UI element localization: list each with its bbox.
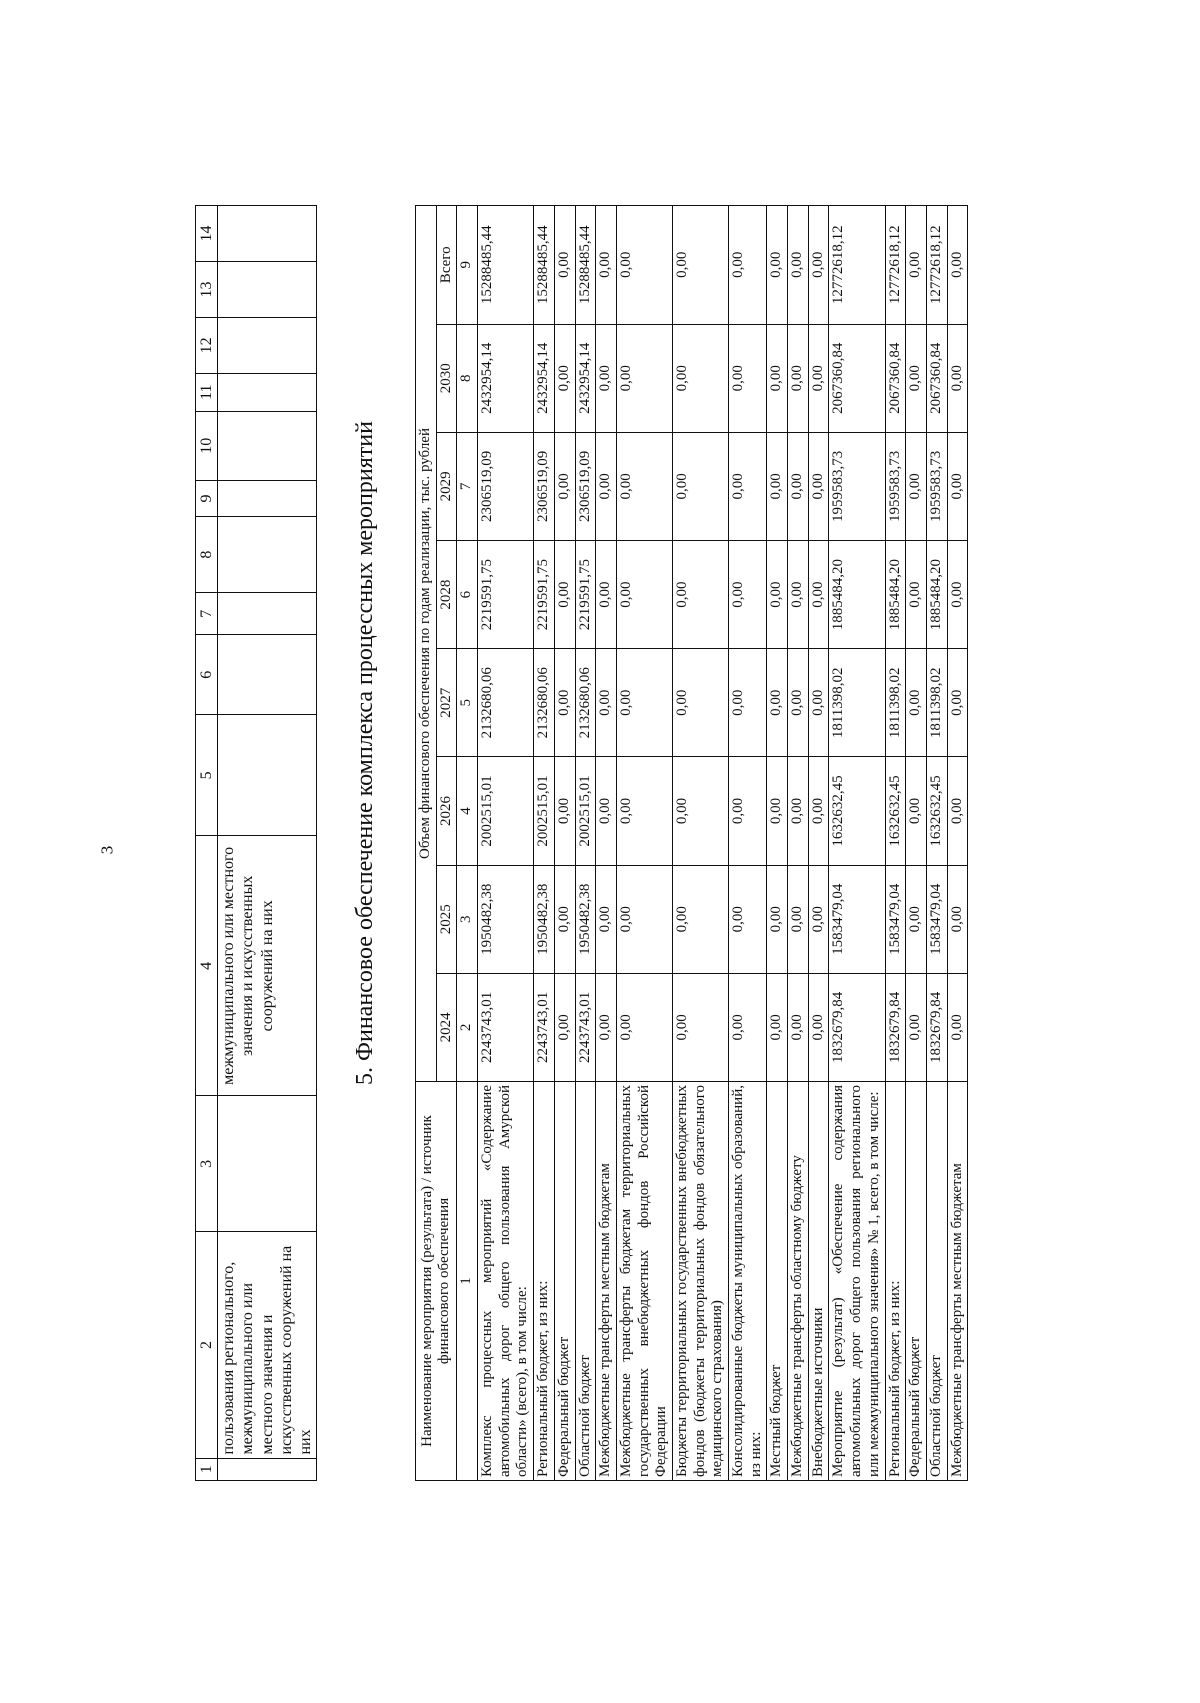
row-value: 2432954,14 xyxy=(478,324,534,432)
row-value: 0,00 xyxy=(767,757,788,865)
row-value: 0,00 xyxy=(616,206,672,325)
top-table-header-row xyxy=(196,206,218,1481)
row-value: 0,00 xyxy=(596,973,617,1081)
top-col-header: 13 xyxy=(196,262,218,318)
top-col-header: 5 xyxy=(196,715,218,836)
table-row xyxy=(575,206,596,1481)
row-name: Мероприятие (результат) «Обеспечение содержания автомобильных дорог общего пользования регионального или межмуниципального значения» № 1, всего, в том числе: xyxy=(829,1082,885,1481)
row-value: 0,00 xyxy=(788,865,809,973)
fin-column-number: 5 xyxy=(457,649,478,757)
fin-header-name: Наименование мероприятия (результата) / источник финансового обеспечения xyxy=(416,1082,457,1481)
row-value: 0,00 xyxy=(906,432,927,540)
table-row xyxy=(808,206,829,1481)
row-value: 1950482,38 xyxy=(575,865,596,973)
row-value: 0,00 xyxy=(808,206,829,325)
fin-header-colnum-row xyxy=(457,206,478,1481)
top-col-header: 12 xyxy=(196,317,218,373)
row-value: 0,00 xyxy=(947,865,968,973)
row-value: 0,00 xyxy=(616,649,672,757)
row-value: 2306519,09 xyxy=(478,432,534,540)
row-name: Комплекс процессных мероприятий «Содержание автомобильных дорог общего пользования Амурской области» (всего), в том числе: xyxy=(478,1082,534,1481)
table-row xyxy=(534,206,555,1481)
row-value: 1885484,20 xyxy=(829,540,885,648)
row-value: 0,00 xyxy=(672,324,728,432)
row-value: 0,00 xyxy=(616,973,672,1081)
row-value: 0,00 xyxy=(808,324,829,432)
fin-column-number: 1 xyxy=(457,1082,478,1481)
row-value: 2243743,01 xyxy=(478,973,534,1081)
fin-column-number: 9 xyxy=(457,206,478,325)
row-name: Областной бюджет xyxy=(575,1082,596,1481)
row-value: 2432954,14 xyxy=(575,324,596,432)
fin-year-header: 2030 xyxy=(436,324,457,432)
row-value: 1632632,45 xyxy=(885,757,906,865)
table-row xyxy=(729,206,767,1481)
row-value: 0,00 xyxy=(947,973,968,1081)
row-value: 2067360,84 xyxy=(829,324,885,432)
row-value: 2219591,75 xyxy=(575,540,596,648)
fin-column-number: 4 xyxy=(457,757,478,865)
row-value: 0,00 xyxy=(808,432,829,540)
fin-column-number: 2 xyxy=(457,973,478,1081)
row-value: 0,00 xyxy=(767,865,788,973)
table-row xyxy=(672,206,728,1481)
row-value: 0,00 xyxy=(947,757,968,865)
row-value: 2132680,06 xyxy=(575,649,596,757)
fin-header-row-1 xyxy=(416,206,437,1481)
row-value: 0,00 xyxy=(554,973,575,1081)
row-value: 1832679,84 xyxy=(829,973,885,1081)
row-value: 1959583,73 xyxy=(885,432,906,540)
row-value: 0,00 xyxy=(554,865,575,973)
row-value: 0,00 xyxy=(808,649,829,757)
row-value: 1832679,84 xyxy=(926,973,947,1081)
row-value: 0,00 xyxy=(596,757,617,865)
top-col2-text: пользования регионального, межмуниципального или местного значения и искусственных сооружений на них xyxy=(218,1232,317,1458)
fin-column-number: 7 xyxy=(457,432,478,540)
row-value: 0,00 xyxy=(906,649,927,757)
row-value: 0,00 xyxy=(554,540,575,648)
fin-header-volume: Объем финансового обеспечения по годам реализации, тыс. рублей xyxy=(416,206,437,1082)
row-value: 0,00 xyxy=(616,432,672,540)
top-col-header: 2 xyxy=(196,1232,218,1458)
row-value: 2132680,06 xyxy=(478,649,534,757)
row-value: 0,00 xyxy=(906,757,927,865)
top-col-header: 11 xyxy=(196,373,218,411)
row-value: 0,00 xyxy=(616,540,672,648)
row-value: 1959583,73 xyxy=(926,432,947,540)
row-value: 0,00 xyxy=(729,649,767,757)
row-value: 1583479,04 xyxy=(885,865,906,973)
table-row xyxy=(926,206,947,1481)
row-value: 1811398,02 xyxy=(885,649,906,757)
fin-column-number: 8 xyxy=(457,324,478,432)
row-value: 2432954,14 xyxy=(534,324,555,432)
row-value: 2306519,09 xyxy=(575,432,596,540)
row-value: 0,00 xyxy=(767,649,788,757)
row-value: 0,00 xyxy=(616,324,672,432)
table-row xyxy=(767,206,788,1481)
row-value: 0,00 xyxy=(554,757,575,865)
fin-column-number: 3 xyxy=(457,865,478,973)
row-value: 1950482,38 xyxy=(478,865,534,973)
row-value: 0,00 xyxy=(729,206,767,325)
row-value: 0,00 xyxy=(596,206,617,325)
row-value: 1832679,84 xyxy=(885,973,906,1081)
top-col4-text: межмуниципального или местного значения и искусственных сооружений на них xyxy=(218,836,317,1096)
fin-year-header: 2027 xyxy=(436,649,457,757)
top-col-header: 9 xyxy=(196,480,218,516)
row-value: 1959583,73 xyxy=(829,432,885,540)
row-value: 2002515,01 xyxy=(534,757,555,865)
row-value: 0,00 xyxy=(596,540,617,648)
row-value: 2306519,09 xyxy=(534,432,555,540)
row-value: 1811398,02 xyxy=(926,649,947,757)
row-value: 12772618,12 xyxy=(829,206,885,325)
row-value: 0,00 xyxy=(788,540,809,648)
fin-year-header: 2028 xyxy=(436,540,457,648)
fin-year-header: 2024 xyxy=(436,973,457,1081)
row-value: 0,00 xyxy=(554,324,575,432)
row-value: 0,00 xyxy=(672,432,728,540)
row-name: Региональный бюджет, из них: xyxy=(534,1082,555,1481)
top-table-row xyxy=(218,206,317,1481)
row-value: 2002515,01 xyxy=(478,757,534,865)
table-row xyxy=(885,206,906,1481)
row-value: 0,00 xyxy=(596,865,617,973)
row-name: Региональный бюджет, из них: xyxy=(885,1082,906,1481)
row-value: 0,00 xyxy=(672,865,728,973)
top-col-header: 3 xyxy=(196,1096,218,1232)
row-value: 0,00 xyxy=(729,757,767,865)
table-row xyxy=(596,206,617,1481)
row-value: 0,00 xyxy=(808,865,829,973)
row-value: 0,00 xyxy=(947,324,968,432)
fin-year-header: Всего xyxy=(436,206,457,325)
row-value: 0,00 xyxy=(906,324,927,432)
row-value: 0,00 xyxy=(554,432,575,540)
row-value: 15288485,44 xyxy=(575,206,596,325)
row-value: 1583479,04 xyxy=(926,865,947,973)
row-value: 0,00 xyxy=(729,865,767,973)
financing-table-body xyxy=(478,206,968,1481)
row-value: 0,00 xyxy=(947,649,968,757)
table-row xyxy=(478,206,534,1481)
row-value: 0,00 xyxy=(767,973,788,1081)
row-value: 2067360,84 xyxy=(926,324,947,432)
row-value: 0,00 xyxy=(596,324,617,432)
row-value: 1632632,45 xyxy=(926,757,947,865)
top-col-header: 10 xyxy=(196,411,218,480)
row-value: 0,00 xyxy=(729,540,767,648)
top-col-header: 7 xyxy=(196,593,218,635)
row-name: Межбюджетные трансферты местным бюджетам xyxy=(596,1082,617,1481)
row-value: 0,00 xyxy=(947,540,968,648)
row-name: Местный бюджет xyxy=(767,1082,788,1481)
row-value: 0,00 xyxy=(788,757,809,865)
row-value: 0,00 xyxy=(616,865,672,973)
row-value: 15288485,44 xyxy=(478,206,534,325)
row-value: 0,00 xyxy=(729,973,767,1081)
row-value: 0,00 xyxy=(672,206,728,325)
fin-year-header: 2025 xyxy=(436,865,457,973)
row-value: 0,00 xyxy=(672,757,728,865)
row-value: 0,00 xyxy=(596,432,617,540)
row-name: Федеральный бюджет xyxy=(554,1082,575,1481)
row-value: 0,00 xyxy=(672,540,728,648)
row-value: 2219591,75 xyxy=(534,540,555,648)
row-value: 0,00 xyxy=(906,540,927,648)
table-row xyxy=(829,206,885,1481)
row-value: 1950482,38 xyxy=(534,865,555,973)
row-value: 0,00 xyxy=(906,206,927,325)
row-name: Федеральный бюджет xyxy=(906,1082,927,1481)
row-value: 0,00 xyxy=(788,206,809,325)
row-value: 0,00 xyxy=(906,973,927,1081)
table-row xyxy=(947,206,968,1481)
top-col-header: 6 xyxy=(196,635,218,715)
row-value: 12772618,12 xyxy=(885,206,906,325)
row-value: 0,00 xyxy=(788,432,809,540)
table-row xyxy=(554,206,575,1481)
row-value: 2243743,01 xyxy=(534,973,555,1081)
row-value: 0,00 xyxy=(729,324,767,432)
rotated-page-content xyxy=(0,13,1180,1703)
row-value: 0,00 xyxy=(767,324,788,432)
row-value: 0,00 xyxy=(729,432,767,540)
row-value: 15288485,44 xyxy=(534,206,555,325)
row-value: 0,00 xyxy=(788,973,809,1081)
row-name: Бюджеты территориальных государственных внебюджетных фондов (бюджеты территориальных фондов обязательного медицинского страхования) xyxy=(672,1082,728,1481)
row-value: 0,00 xyxy=(808,973,829,1081)
row-name: Областной бюджет xyxy=(926,1082,947,1481)
row-value: 0,00 xyxy=(808,540,829,648)
row-value: 2132680,06 xyxy=(534,649,555,757)
row-name: Межбюджетные трансферты бюджетам территориальных государственных внебюджетных фондов Российской Федерации xyxy=(616,1082,672,1481)
top-col-header: 14 xyxy=(196,206,218,262)
table-row xyxy=(906,206,927,1481)
row-name: Межбюджетные трансферты местным бюджетам xyxy=(947,1082,968,1481)
row-value: 2243743,01 xyxy=(575,973,596,1081)
top-col-header: 4 xyxy=(196,836,218,1096)
row-value: 0,00 xyxy=(616,757,672,865)
table-row xyxy=(788,206,809,1481)
row-value: 1885484,20 xyxy=(885,540,906,648)
row-value: 0,00 xyxy=(947,432,968,540)
row-value: 0,00 xyxy=(947,206,968,325)
row-value: 1583479,04 xyxy=(829,865,885,973)
row-value: 1811398,02 xyxy=(829,649,885,757)
row-name: Внебюджетные источники xyxy=(808,1082,829,1481)
row-value: 0,00 xyxy=(554,206,575,325)
fin-column-number: 6 xyxy=(457,540,478,648)
financing-table xyxy=(415,205,968,1481)
top-continuation-table xyxy=(195,205,317,1481)
row-value: 0,00 xyxy=(767,432,788,540)
row-value: 0,00 xyxy=(788,324,809,432)
row-value: 0,00 xyxy=(808,757,829,865)
row-value: 2219591,75 xyxy=(478,540,534,648)
row-value: 0,00 xyxy=(767,540,788,648)
row-value: 0,00 xyxy=(906,865,927,973)
row-value: 2067360,84 xyxy=(885,324,906,432)
row-value: 0,00 xyxy=(672,649,728,757)
section-title: 5. Финансовое обеспечение комплекса процессных мероприятий xyxy=(352,421,378,1085)
row-name: Консолидированные бюджеты муниципальных образований, из них: xyxy=(729,1082,767,1481)
table-row xyxy=(616,206,672,1481)
top-col-header: 8 xyxy=(196,516,218,592)
row-value: 1885484,20 xyxy=(926,540,947,648)
row-value: 0,00 xyxy=(554,649,575,757)
row-value: 1632632,45 xyxy=(829,757,885,865)
row-value: 0,00 xyxy=(788,649,809,757)
row-value: 0,00 xyxy=(596,649,617,757)
fin-year-header: 2026 xyxy=(436,757,457,865)
row-name: Межбюджетные трансферты областному бюджету xyxy=(788,1082,809,1481)
row-value: 0,00 xyxy=(767,206,788,325)
row-value: 0,00 xyxy=(672,973,728,1081)
fin-year-header: 2029 xyxy=(436,432,457,540)
top-col-header: 1 xyxy=(196,1458,218,1480)
row-value: 12772618,12 xyxy=(926,206,947,325)
row-value: 2002515,01 xyxy=(575,757,596,865)
page-number: 3 xyxy=(97,845,117,855)
